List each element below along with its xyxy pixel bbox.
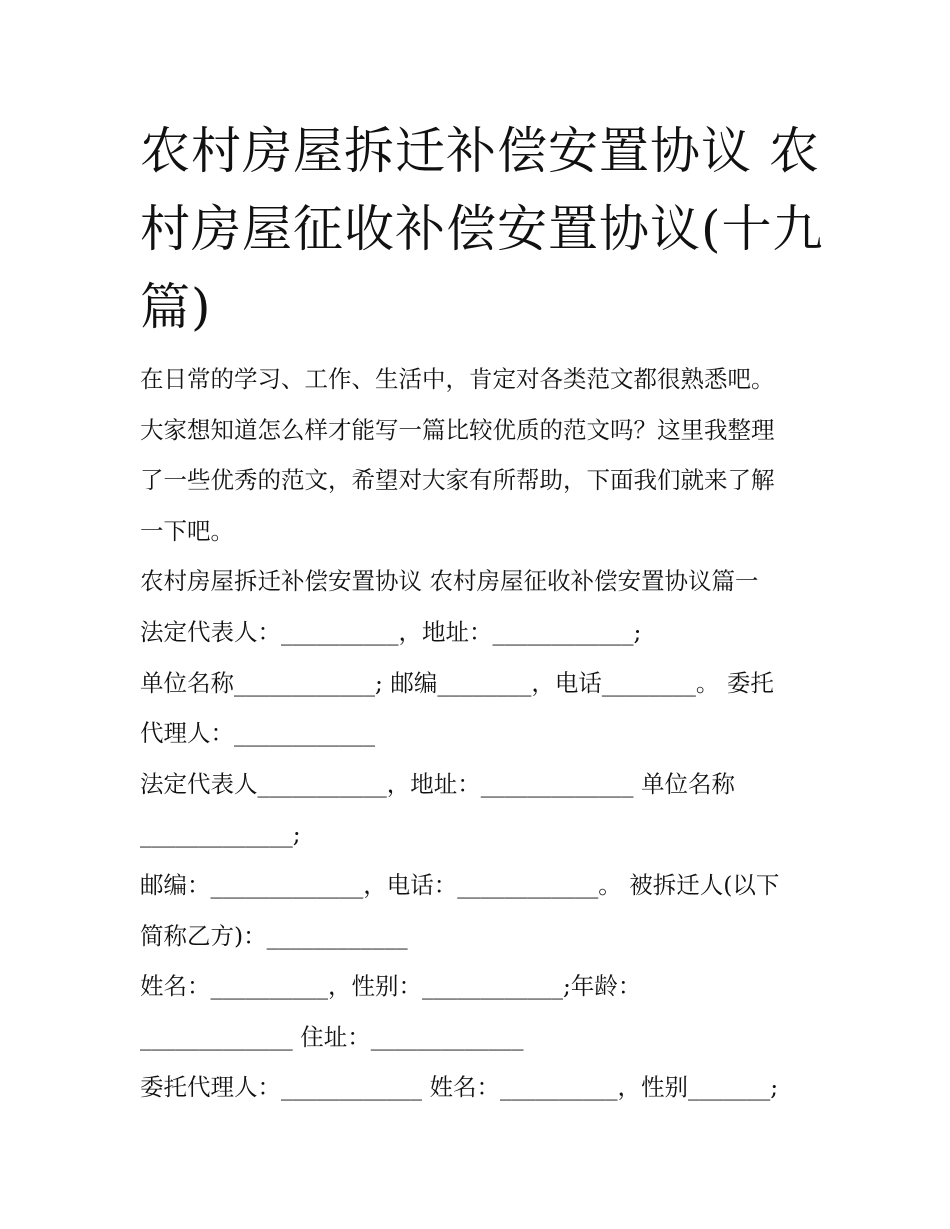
form-line-agent: 代理人：____________ [140,719,375,748]
form-line-unit-name-blank: _____________; [140,820,301,849]
intro-line-1: 在日常的学习、工作、生活中，肯定对各类范文都很熟悉吧。 [140,365,775,393]
form-line-unit-name: 单位名称____________; 邮编________，电话________。 委托 [140,668,774,697]
form-line-address: _____________ 住址：_____________ [140,1022,524,1051]
title-line-2: 村房屋征收补偿安置协议(十九 [140,200,824,258]
title-line-3: 篇) [140,278,212,336]
intro-line-3: 了一些优秀的范文，希望对大家有所帮助，下面我们就来了解 [140,466,775,495]
form-line-agent-name: 委托代理人：____________ 姓名：__________，性别_______; [140,1073,779,1102]
section-heading: 农村房屋拆迁补偿安置协议 农村房屋征收补偿安置协议篇一 [140,567,759,596]
title-line-1: 农村房屋拆迁补偿安置协议 农 [140,122,820,180]
intro-line-4: 一下吧。 [140,516,234,545]
form-line-postcode: 邮编：_____________，电话：____________。 被拆迁人(以下 [140,870,780,899]
document-body [140,354,820,1113]
document-title [140,112,824,346]
intro-line-2: 大家想知道怎么样才能写一篇比较优质的范文吗？这里我整理 [140,415,775,444]
form-line-party-b: 简称乙方)：____________ [140,921,408,950]
form-line-name-gender-age: 姓名：__________，性别：____________;年龄： [140,972,642,1001]
form-line-legal-rep: 法定代表人：__________，地址：____________; [140,617,642,646]
form-line-legal-rep-2: 法定代表人___________，地址：_____________ 单位名称 [140,769,735,798]
